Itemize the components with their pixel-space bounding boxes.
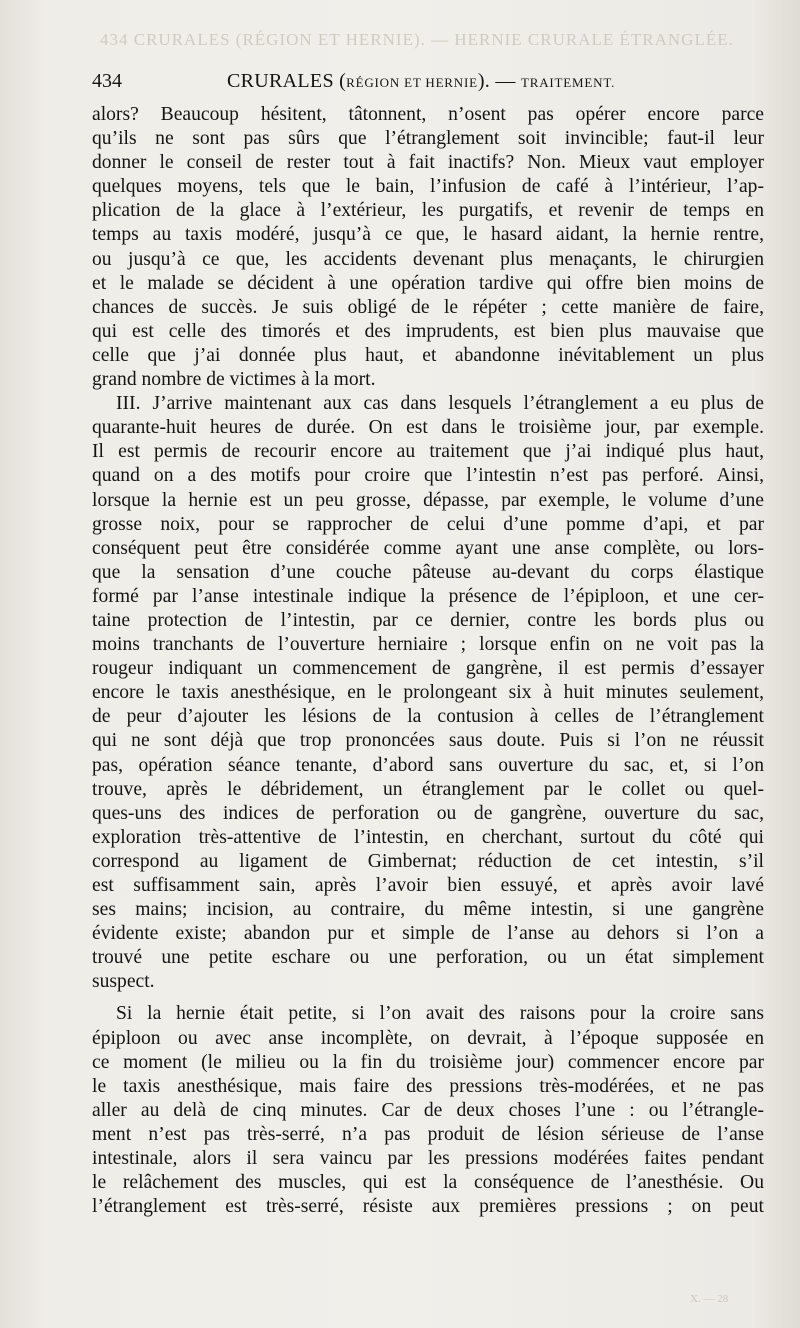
text-line: ques-uns des indices de perforation ou de gangrène, ouverture du sac, bbox=[92, 802, 764, 824]
text-line: qu’ils ne sont pas sûrs que l’étranglement soit invincible; faut-il leur bbox=[92, 128, 764, 150]
running-title-main: CRURALES ( bbox=[227, 70, 347, 92]
text-line: grosse noix, pour se rapprocher de celui d’une pomme d’api, et par bbox=[92, 513, 764, 535]
text-line: exploration très-attentive de l’intestin, en cherchant, surtout du côté qui bbox=[92, 826, 764, 848]
text-line: taine protection de l’intestin, par ce dernier, contre les bords plus ou bbox=[92, 609, 764, 631]
text-line: le taxis anesthésique, mais faire des pressions très-modérées, et ne pas bbox=[92, 1075, 764, 1097]
text-line: formé par l’anse intestinale indique la présence de l’épiploon, et une cer- bbox=[92, 585, 764, 607]
text-line: trouvé une petite eschare ou une perforation, ou un état simplement bbox=[92, 947, 764, 969]
text-line: qui ne sont déjà que trop prononcées saus doute. Puis si l’on ne réussit bbox=[92, 730, 764, 752]
text-line: alors? Beaucoup hésitent, tâtonnent, n’osent pas opérer encore parce bbox=[92, 104, 764, 125]
text-line: le relâchement des muscles, qui est la conséquence de l’anesthésie. Ou bbox=[92, 1172, 764, 1194]
text-line: pas, opération séance tenante, d’abord sans ouverture du sac, et, si l’on bbox=[92, 754, 764, 776]
text-line: suspect. bbox=[92, 971, 155, 993]
text-line: ment n’est pas très-serré, n’a pas produit de lésion sérieuse de l’anse bbox=[92, 1123, 764, 1145]
text-line: évidente existe; abandon pur et simple de l’anse au dehors si l’on a bbox=[92, 923, 764, 945]
text-line: chances de succès. Je suis obligé de le répéter ; cette manière de faire, bbox=[92, 296, 764, 318]
text-line: grand nombre de victimes à la mort. bbox=[92, 369, 376, 391]
text-line: ses mains; incision, au contraire, du même intestin, si une gangrène bbox=[92, 899, 764, 921]
text-line: temps au taxis modéré, jusqu’à ce que, le hasard aidant, la hernie rentre, bbox=[92, 224, 764, 246]
text-line: épiploon ou avec anse incomplète, on devrait, à l’époque supposée en bbox=[92, 1027, 764, 1049]
body-text bbox=[92, 103, 764, 1219]
text-line: et le malade se décident à une opération tardive qui offre bien moins de bbox=[92, 272, 764, 294]
text-line: lorsque la hernie est un peu grosse, dépasse, par exemple, le volume d’une bbox=[92, 489, 764, 511]
paragraph-gap bbox=[92, 994, 764, 1002]
running-header bbox=[92, 70, 764, 98]
paragraph-3 bbox=[92, 1002, 764, 1219]
text-line: aller au delà de cinq minutes. Car de deux choses l’une : ou l’étrangle- bbox=[92, 1099, 764, 1121]
text-line: quand on a des motifs pour croire que l’intestin n’est pas perforé. Ainsi, bbox=[92, 465, 764, 487]
text-line: rougeur indiquant un commencement de gangrène, il est permis d’essayer bbox=[92, 658, 764, 680]
bleed-through-header: 434 CRURALES (RÉGION ET HERNIE). — HERNIE CRURALE ÉTRANGLÉE. bbox=[100, 30, 734, 49]
text-line: ou jusqu’à ce que, les accidents devenant plus menaçants, le chirurgien bbox=[92, 248, 764, 270]
running-title bbox=[227, 70, 615, 93]
paragraph-2 bbox=[92, 392, 764, 994]
text-line: moins tranchants de l’ouverture herniaire ; lorsque enfin on ne voit pas la bbox=[92, 634, 764, 656]
text-line: de peur d’ajouter les lésions de la contusion à celles de l’étranglement bbox=[92, 706, 764, 728]
running-title-small-caps: RÉGION ET HERNIE bbox=[346, 75, 478, 90]
text-line: quelques moyens, tels que le bain, l’infusion de café à l’intérieur, l’ap- bbox=[92, 176, 764, 198]
text-line: ce moment (le milieu ou la fin du troisième jour) commencer encore par bbox=[92, 1051, 764, 1073]
text-line: correspond au ligament de Gimbernat; réduction de cet intestin, s’il bbox=[92, 850, 764, 872]
text-line: qui est celle des timorés et des imprudents, est bien plus mauvaise que bbox=[92, 320, 764, 342]
text-line: Si la hernie était petite, si l’on avait des raisons pour la croire sans bbox=[116, 1003, 764, 1025]
text-line: intestinale, alors il sera vaincu par les pressions modérées faites pendant bbox=[92, 1148, 764, 1170]
text-line: trouve, après le débridement, un étranglement par le collet ou quel- bbox=[92, 778, 764, 800]
text-line: conséquent peut être considérée comme ayant une anse complète, ou lors- bbox=[92, 537, 764, 559]
text-line: est suffisamment sain, après l’avoir bien essuyé, et après avoir lavé bbox=[92, 875, 764, 896]
text-line: donner le conseil de rester tout à fait inactifs? Non. Mieux vaut employer bbox=[92, 152, 764, 174]
bleed-through-footer: X. — 28 bbox=[690, 1293, 729, 1305]
text-line: que la sensation d’une couche pâteuse au-devant du corps élastique bbox=[92, 561, 764, 583]
text-line: III. J’arrive maintenant aux cas dans lesquels l’étranglement a eu plus de bbox=[116, 393, 764, 415]
page-number: 434 bbox=[92, 70, 122, 92]
text-line: celle que j’ai donnée plus haut, et abandonne inévitablement un plus bbox=[92, 344, 764, 366]
text-line: encore le taxis anesthésique, en le prolongeant six à huit minutes seulement, bbox=[92, 682, 764, 704]
text-line: l’étranglement est très-serré, résiste aux premières pressions ; on peut bbox=[92, 1196, 764, 1218]
paragraph-1 bbox=[92, 103, 764, 392]
text-line: quarante-huit heures de durée. On est dans le troisième jour, par exemple. bbox=[92, 417, 764, 439]
running-title-separator: ). — bbox=[477, 70, 522, 92]
running-title-section: TRAITEMENT. bbox=[521, 75, 616, 90]
text-line: Il est permis de recourir encore au traitement que j’ai indiqué plus haut, bbox=[92, 441, 764, 463]
text-line: plication de la glace à l’extérieur, les purgatifs, et revenir de temps en bbox=[92, 200, 764, 222]
